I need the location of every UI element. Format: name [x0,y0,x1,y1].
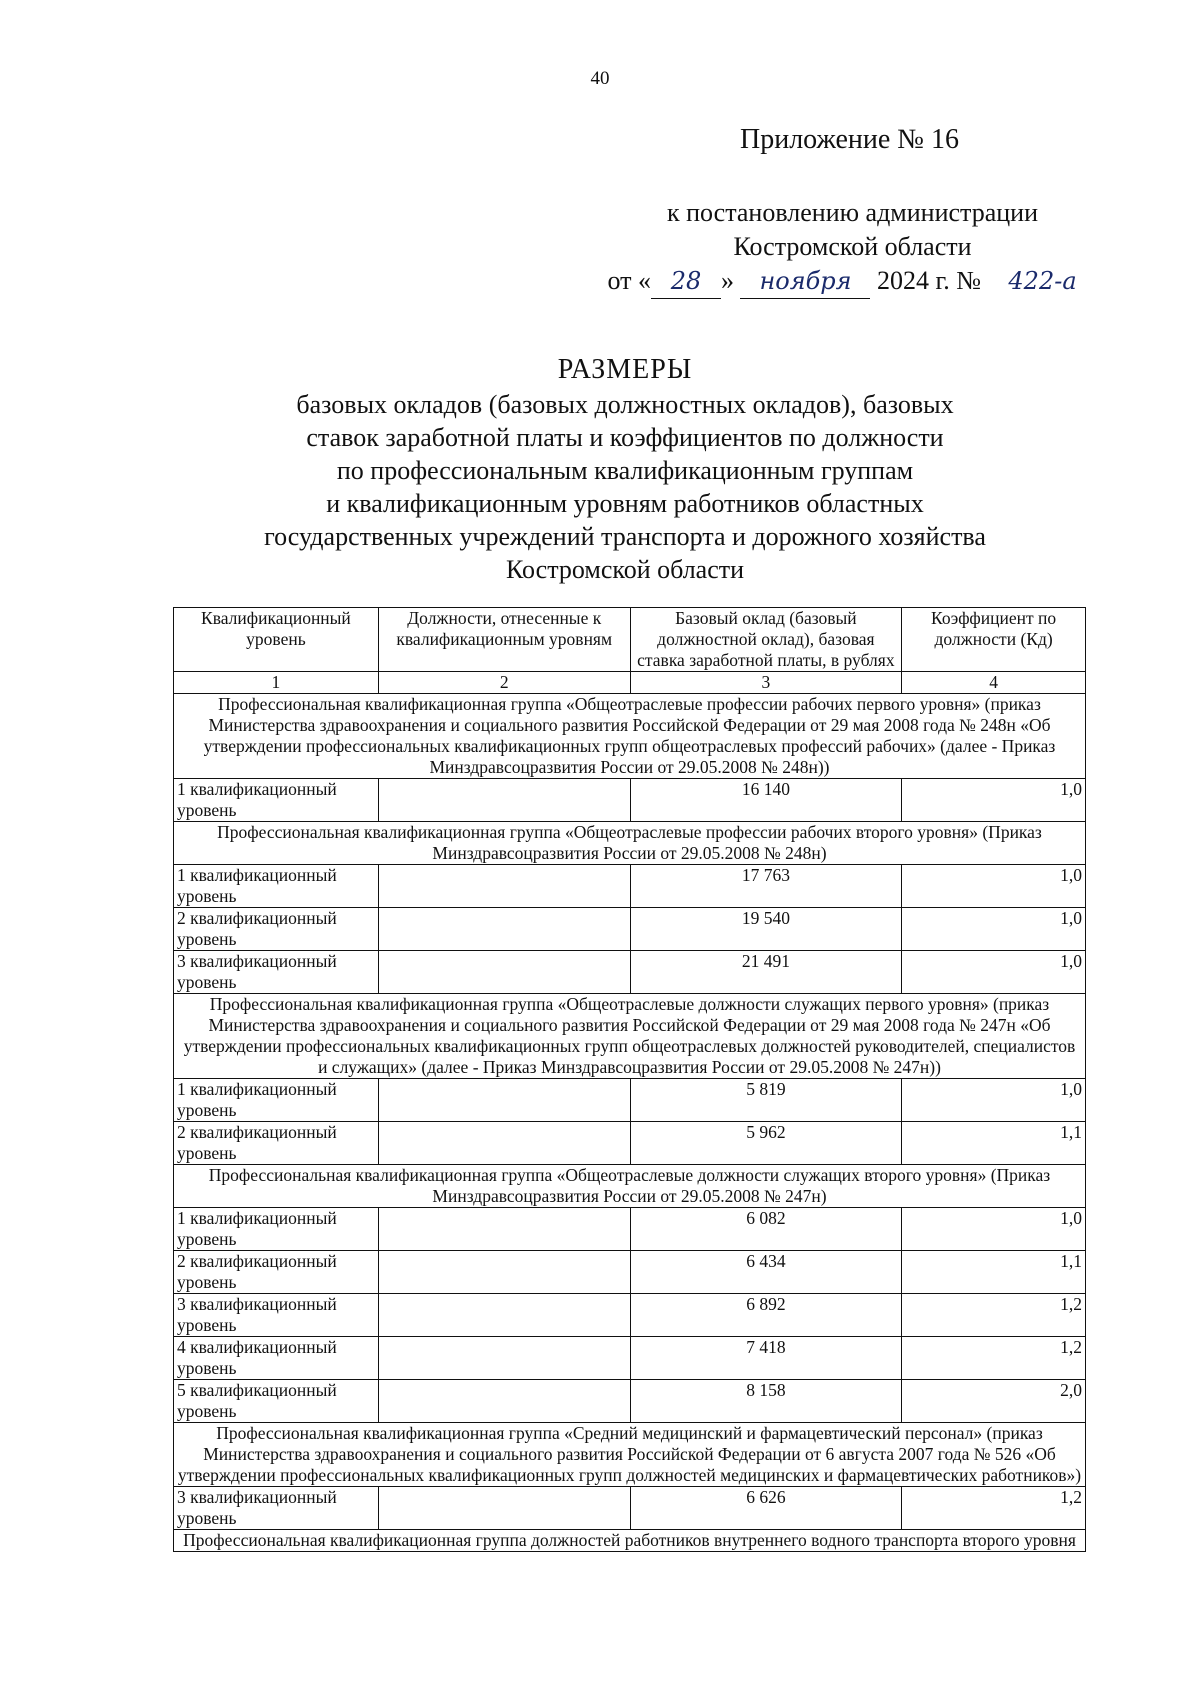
decree-date-line [600,264,1105,299]
table-row [174,1380,1086,1423]
header-cell: Базовый оклад (базовый должностной оклад), базовая ставка заработной платы, в рублях [630,608,902,672]
column-number-row [174,672,1086,694]
decree-number-handwritten: 422-а [1008,267,1077,295]
level-cell: 3 квалификационный уровень [174,1487,379,1530]
decree-reference [600,196,1105,299]
header-cell: Должности, отнесенные к квалификационным уровням [378,608,630,672]
positions-cell [378,1079,630,1122]
title-subtitle-line: ставок заработной платы и коэффициентов по должности [306,423,944,452]
level-cell: 1 квалификационный уровень [174,865,379,908]
positions-cell [378,1294,630,1337]
table-row [174,908,1086,951]
group-title: Профессиональная квалификационная группа «Средний медицинский и фармацевтический персонал» (приказ Министерства здравоохранения и социального развития Российской Федерации от 6 августа 2007 года № 526 «Об утверждении профессиональных квалификационных групп должностей медицинских и фармацевтических работников») [174,1423,1086,1487]
group-title: Профессиональная квалификационная группа «Общеотраслевые профессии рабочих первого уровня» (приказ Министерства здравоохранения и социального развития Российской Федерации от 29 мая 2008 года № 248н «Об утверждении профессиональных квалификационных групп общеотраслевых профессий рабочих» (далее - Приказ Минздравсоцразвития России от 29.05.2008 № 248н)) [174,694,1086,779]
level-cell: 4 квалификационный уровень [174,1337,379,1380]
level-cell: 1 квалификационный уровень [174,1079,379,1122]
group-row [174,1165,1086,1208]
salary-cell: 5 819 [630,1079,902,1122]
coefficient-cell: 1,0 [902,908,1086,951]
coefficient-cell: 2,0 [902,1380,1086,1423]
level-cell: 5 квалификационный уровень [174,1380,379,1423]
coefficient-cell: 1,2 [902,1487,1086,1530]
decree-date-prefix: от « [607,266,651,295]
level-cell: 3 квалификационный уровень [174,1294,379,1337]
group-row [174,822,1086,865]
table-row [174,1487,1086,1530]
group-title: Профессиональная квалификационная группа «Общеотраслевые профессии рабочих второго уровня» (Приказ Минздравсоцразвития России от 29.05.2008 № 248н) [174,822,1086,865]
salary-cell: 6 082 [630,1208,902,1251]
title-subtitle-line: и квалификационным уровням работников областных [326,489,924,518]
decree-year: 2024 г. № [876,266,982,295]
appendix-heading: Приложение № 16 [740,124,959,155]
group-row [174,994,1086,1079]
group-row [174,1423,1086,1487]
salary-cell: 6 626 [630,1487,902,1530]
positions-cell [378,1251,630,1294]
table-row [174,1294,1086,1337]
decree-line-1: к постановлению администрации [666,198,1039,227]
header-cell: Коэффициент по должности (Кд) [902,608,1086,672]
level-cell: 2 квалификационный уровень [174,908,379,951]
positions-cell [378,951,630,994]
positions-cell [378,779,630,822]
title-subtitle-line: государственных учреждений транспорта и дорожного хозяйства [264,522,986,551]
title-subtitle [175,388,1075,586]
level-cell: 3 квалификационный уровень [174,951,379,994]
column-number: 3 [630,672,902,694]
coefficient-cell: 1,0 [902,1208,1086,1251]
salary-cell: 21 491 [630,951,902,994]
salary-cell: 7 418 [630,1337,902,1380]
positions-cell [378,908,630,951]
positions-cell [378,1122,630,1165]
coefficient-cell: 1,0 [902,779,1086,822]
title-main: РАЗМЕРЫ [557,354,693,385]
positions-cell [378,1487,630,1530]
title-subtitle-line: базовых окладов (базовых должностных окладов), базовых [296,390,954,419]
positions-cell [378,865,630,908]
table-header-row [174,608,1086,672]
decree-line-2: Костромской области [733,232,972,261]
table-row [174,1122,1086,1165]
group-row [174,1530,1086,1552]
page-number: 40 [590,68,610,89]
positions-cell [378,1337,630,1380]
coefficient-cell: 1,2 [902,1337,1086,1380]
salary-cell: 6 434 [630,1251,902,1294]
salary-cell: 16 140 [630,779,902,822]
coefficient-cell: 1,2 [902,1294,1086,1337]
coefficient-cell: 1,0 [902,865,1086,908]
coefficient-cell: 1,1 [902,1251,1086,1294]
table-row [174,1208,1086,1251]
title-subtitle-line: Костромской области [505,555,745,584]
title-subtitle-line: по профессиональным квалификационным группам [336,456,914,485]
table-row [174,951,1086,994]
table-row [174,1251,1086,1294]
level-cell: 1 квалификационный уровень [174,779,379,822]
column-number: 4 [902,672,1086,694]
salary-cell: 19 540 [630,908,902,951]
table-row [174,1079,1086,1122]
group-title: Профессиональная квалификационная группа «Общеотраслевые должности служащих первого уровня» (приказ Министерства здравоохранения и социального развития Российской Федерации от 29 мая 2008 года № 247н «Об утверждении профессиональных квалификационных групп общеотраслевых должностей руководителей, специалистов и служащих» (далее - Приказ Минздравсоцразвития России от 29.05.2008 № 247н)) [174,994,1086,1079]
coefficient-cell: 1,0 [902,1079,1086,1122]
column-number: 2 [378,672,630,694]
salary-cell: 8 158 [630,1380,902,1423]
positions-cell [378,1380,630,1423]
positions-cell [378,1208,630,1251]
group-title: Профессиональная квалификационная группа должностей работников внутреннего водного транспорта второго уровня [174,1530,1086,1552]
document-title [175,352,1075,586]
salary-cell: 6 892 [630,1294,902,1337]
column-number: 1 [174,672,379,694]
table-row [174,865,1086,908]
coefficient-cell: 1,0 [902,951,1086,994]
salary-cell: 5 962 [630,1122,902,1165]
table-row [174,1337,1086,1380]
coefficient-cell: 1,1 [902,1122,1086,1165]
header-cell: Квалификационный уровень [174,608,379,672]
salary-cell: 17 763 [630,865,902,908]
decree-month-handwritten: ноября [740,264,870,299]
group-row [174,694,1086,779]
group-title: Профессиональная квалификационная группа «Общеотраслевые должности служащих второго уровня» (Приказ Минздравсоцразвития России от 29.05.2008 № 247н) [174,1165,1086,1208]
level-cell: 1 квалификационный уровень [174,1208,379,1251]
salary-table [173,607,1086,1552]
level-cell: 2 квалификационный уровень [174,1251,379,1294]
table-row [174,779,1086,822]
decree-day-handwritten: 28 [651,264,721,299]
decree-date-mid: » [720,266,734,295]
level-cell: 2 квалификационный уровень [174,1122,379,1165]
